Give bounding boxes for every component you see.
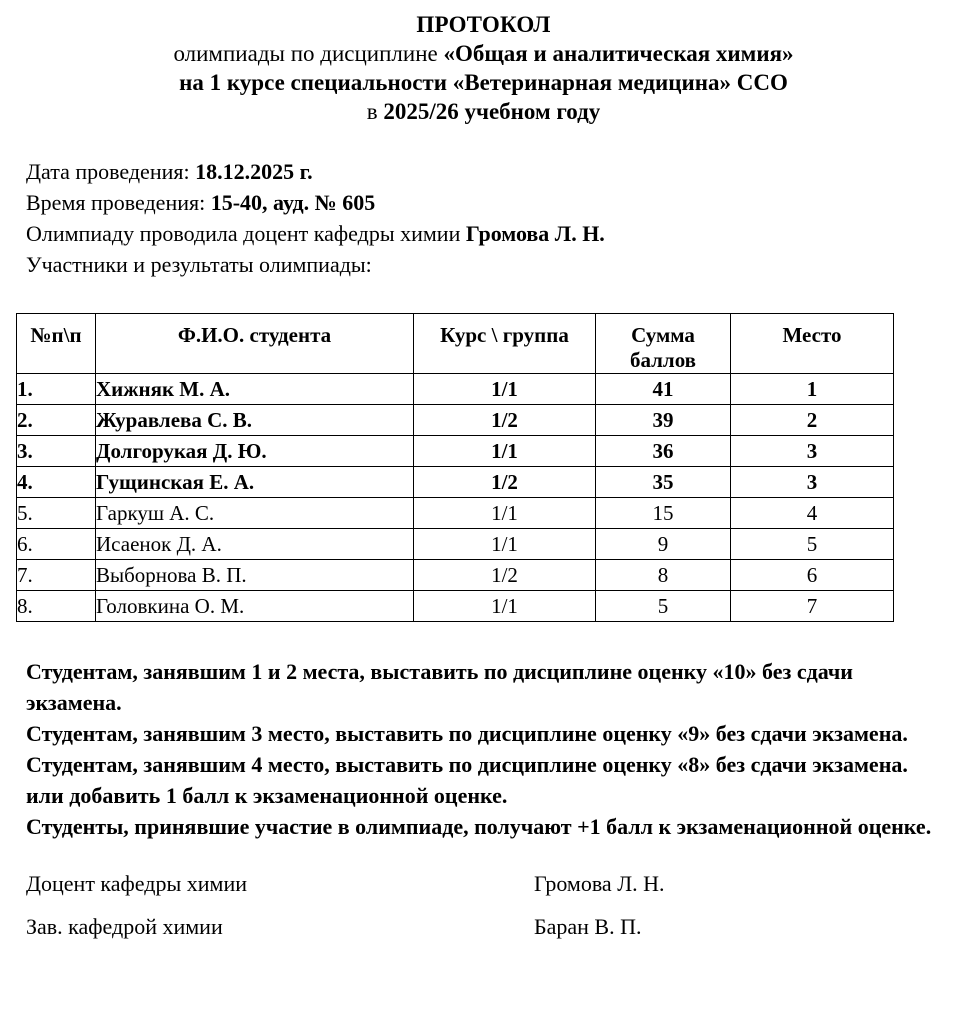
cell-score: 35 <box>596 467 731 498</box>
table-row <box>17 498 894 529</box>
subtitle-year-prefix: в <box>366 99 384 124</box>
signature-row <box>26 868 967 911</box>
cell-student-name: Долгорукая Д. Ю. <box>96 436 414 467</box>
cell-group: 1/1 <box>414 498 596 529</box>
time-value: 15-40, ауд. № 605 <box>210 190 376 215</box>
notes-block <box>0 656 967 842</box>
document-subtitle-specialty: на 1 курсе специальности «Ветеринарная медицина» ССО <box>179 70 788 95</box>
cell-place: 3 <box>731 467 894 498</box>
signature-role: Доцент кафедры химии <box>26 871 247 896</box>
subtitle-discipline-name: «Общая и аналитическая химия» <box>443 41 794 66</box>
conductor-value: Громова Л. Н. <box>465 221 605 246</box>
note-item: Студентам, занявшим 1 и 2 места, выставить по дисциплине оценку «10» без сдачи экзамена. <box>26 659 853 715</box>
cell-place: 1 <box>731 374 894 405</box>
date-value: 18.12.2025 г. <box>195 159 313 184</box>
event-info-block <box>0 156 967 280</box>
cell-place: 4 <box>731 498 894 529</box>
column-header-group: Курс \ группа <box>414 314 596 374</box>
results-table-container <box>0 313 967 622</box>
cell-score: 15 <box>596 498 731 529</box>
table-row <box>17 529 894 560</box>
column-header-score-line1: Сумма <box>631 323 695 347</box>
date-label: Дата проведения: <box>26 159 196 184</box>
info-row-time <box>26 187 967 218</box>
document-subtitle-year <box>0 97 967 126</box>
cell-group: 1/2 <box>414 560 596 591</box>
signature-person: Громова Л. Н. <box>534 871 665 896</box>
signature-block <box>0 868 967 954</box>
results-table <box>16 313 894 622</box>
info-row-participants: Участники и результаты олимпиады: <box>26 252 372 277</box>
cell-student-name: Журавлева С. В. <box>96 405 414 436</box>
subtitle-year-value: 2025/26 учебном году <box>383 99 601 124</box>
cell-student-name: Исаенок Д. А. <box>96 529 414 560</box>
cell-place: 6 <box>731 560 894 591</box>
column-header-number: №п\п <box>17 314 96 374</box>
signature-row <box>26 911 967 954</box>
cell-student-name: Головкина О. М. <box>96 591 414 622</box>
document-header <box>0 0 967 126</box>
cell-place: 5 <box>731 529 894 560</box>
column-header-name: Ф.И.О. студента <box>96 314 414 374</box>
cell-score: 41 <box>596 374 731 405</box>
column-header-score-line2: баллов <box>629 348 697 372</box>
cell-group: 1/2 <box>414 467 596 498</box>
cell-place: 3 <box>731 436 894 467</box>
cell-group: 1/1 <box>414 529 596 560</box>
signature-person: Баран В. П. <box>534 914 642 939</box>
cell-number: 3. <box>17 436 96 467</box>
note-item: Студенты, принявшие участие в олимпиаде, получают +1 балл к экзаменационной оценке. <box>26 814 932 839</box>
document-title: ПРОТОКОЛ <box>416 12 551 37</box>
subtitle-discipline-prefix: олимпиады по дисциплине <box>173 41 444 66</box>
table-row <box>17 467 894 498</box>
cell-number: 4. <box>17 467 96 498</box>
info-row-date <box>26 156 967 187</box>
cell-group: 1/1 <box>414 591 596 622</box>
table-row <box>17 436 894 467</box>
cell-place: 2 <box>731 405 894 436</box>
cell-number: 1. <box>17 374 96 405</box>
cell-number: 8. <box>17 591 96 622</box>
column-header-score <box>596 314 731 374</box>
table-row <box>17 374 894 405</box>
document-subtitle-discipline <box>0 39 967 68</box>
info-row-conductor <box>26 218 967 249</box>
cell-number: 2. <box>17 405 96 436</box>
cell-number: 5. <box>17 498 96 529</box>
cell-score: 9 <box>596 529 731 560</box>
cell-group: 1/1 <box>414 436 596 467</box>
table-header-row <box>17 314 894 374</box>
cell-student-name: Хижняк М. А. <box>96 374 414 405</box>
signature-role: Зав. кафедрой химии <box>26 914 223 939</box>
cell-score: 39 <box>596 405 731 436</box>
cell-student-name: Гаркуш А. С. <box>96 498 414 529</box>
cell-score: 8 <box>596 560 731 591</box>
table-row <box>17 405 894 436</box>
table-row <box>17 591 894 622</box>
cell-group: 1/1 <box>414 374 596 405</box>
time-label: Время проведения: <box>26 190 211 215</box>
note-item: Студентам, занявшим 4 место, выставить по дисциплине оценку «8» без сдачи экзамена. или добавить 1 балл к экзаменационной оценке. <box>26 752 908 808</box>
cell-score: 36 <box>596 436 731 467</box>
table-header <box>17 314 894 374</box>
cell-number: 6. <box>17 529 96 560</box>
cell-student-name: Выборнова В. П. <box>96 560 414 591</box>
column-header-place: Место <box>731 314 894 374</box>
table-row <box>17 560 894 591</box>
cell-score: 5 <box>596 591 731 622</box>
cell-number: 7. <box>17 560 96 591</box>
cell-group: 1/2 <box>414 405 596 436</box>
table-body <box>17 374 894 622</box>
cell-student-name: Гущинская Е. А. <box>96 467 414 498</box>
note-item: Студентам, занявшим 3 место, выставить по дисциплине оценку «9» без сдачи экзамена. <box>26 721 908 746</box>
cell-place: 7 <box>731 591 894 622</box>
conductor-label: Олимпиаду проводила доцент кафедры химии <box>26 221 466 246</box>
